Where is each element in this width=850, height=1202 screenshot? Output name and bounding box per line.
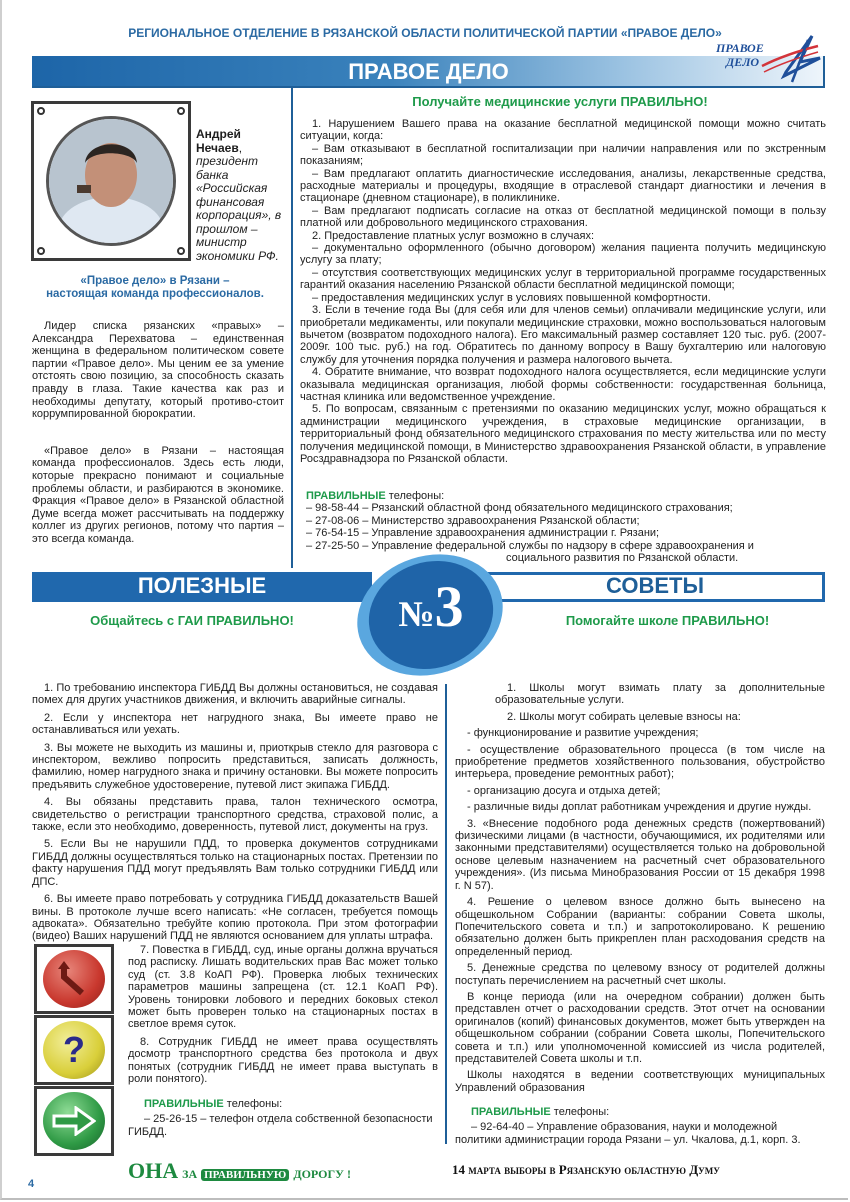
- left-text: [32, 320, 284, 546]
- school-item: 1. Школы могут взимать плату за дополнительные образовательные услуги.: [495, 682, 825, 707]
- portrait-frame: [31, 101, 191, 261]
- slogan: [128, 1158, 351, 1184]
- traffic-light-green: [34, 1086, 114, 1156]
- medical-item: – документально оформленного (обычно договором) желания пациента получить медицинскую услугу за плату;: [300, 242, 826, 267]
- school-item: Школы находятся в ведении соответствующих муниципальных Управлений образования: [455, 1069, 825, 1094]
- medical-item: – Вам отказывают в бесплатной госпитализации при наличии направления или по экстренным показаниям;: [300, 142, 826, 168]
- tips-title-left: ПОЛЕЗНЫЕ: [137, 573, 267, 598]
- medical-item: – отсутствия соответствующих медицинских услуг в территориальной программе государственных гарантий оказания населению Рязанской области бесплатной медицинской помощи;: [300, 266, 826, 292]
- phones-label: [455, 1106, 825, 1118]
- party-logo: [712, 32, 822, 88]
- phones-label-green: ПРАВИЛЬНЫЕ: [144, 1098, 224, 1110]
- traffic-light-yellow: [34, 1015, 114, 1085]
- phone-line: – 27-08-06 – Министерство здравоохранения Рязанской области;: [306, 514, 640, 527]
- gai-item: 2. Если у инспектора нет нагрудного знака, Вы имеете право не останавливаться или уехать.: [32, 711, 438, 737]
- phones-label-rest: телефоны:: [223, 1098, 283, 1110]
- question-icon: ?: [43, 1021, 105, 1079]
- slogan-word: ДОРОГУ !: [293, 1167, 351, 1181]
- school-item: - организацию досуга и отдыха детей;: [467, 784, 661, 797]
- left-subtitle-line: «Правое дело» в Рязани –: [80, 275, 230, 287]
- frame-corner: [177, 247, 185, 255]
- number-sign: №: [398, 594, 435, 634]
- issue-digit: 3: [434, 574, 464, 639]
- school-title: Помогайте школе ПРАВИЛЬНО!: [565, 613, 770, 628]
- gai-item: 4. Вы обязаны представить права, талон технического осмотра, свидетельство о регистрации транспортного средства, страховой полис, а также, если это необходимо, доверенность, путевой лист, документы на груз.: [32, 796, 438, 834]
- slogan-boxed: ПРАВИЛЬНУЮ: [201, 1169, 289, 1181]
- frame-corner: [177, 107, 185, 115]
- frame-corner: [37, 247, 45, 255]
- gai-title: Общайтесь с ГАИ ПРАВИЛЬНО!: [90, 613, 294, 628]
- gai-item: 8. Сотрудник ГИБДД не имеет права осуществлять досмотр транспортного средства без протокола и двух понятых (сотрудник ГИБДД не имеет права выступать в роли понятого).: [128, 1035, 438, 1086]
- medical-item: 3. Если в течение года Вы (для себя или для членов семьи) оплачивали медицинские услуги, или приобретали медикаменты, или покупали медицинские страховки, можно воспользоваться налоговым вычетом (возвратом подоходного налога). Его максимальный размер составляет 120 тыс. руб. (2007-2009г. 100 тыс. руб.) на год. Обратитесь по данному вопросу в Вашу бухгалтерию или налоговую службу для уточнения порядка получения и размера налогового вычета.: [300, 304, 826, 366]
- school-item: 3. «Внесение подобного рода денежных средств (пожертвований) физическими лицами (в частности, обучающимися, их родителями или законными представителями) осуществляется только на добровольной основе целевым назначением на расчетный счет образовательного учреждения». (Из письма Минобразования России от 15 декабря 1998 г. N 57).: [455, 817, 825, 892]
- phone-line: – 27-25-50 – Управление федеральной службы по надзору в сфере здравоохранения и: [306, 539, 754, 552]
- frame-corner: [37, 107, 45, 115]
- school-item: - функционирование и развитие учреждения;: [467, 727, 699, 740]
- gai-item: 1. По требованию инспектора ГИБДД Вы должны остановиться, не создавая помех для других участников движения, и включить аварийные сигналы.: [32, 682, 438, 707]
- gai-phones: [128, 1098, 438, 1138]
- medical-item: 4. Обратите внимание, что возврат подоходного налога осуществляется, если медицинские услуги оказывала медицинская организация, любой формы собственности: государственная больница, частная клиника или ведомственное учреждение.: [300, 366, 826, 403]
- left-subtitle-line: настоящая команда профессионалов.: [46, 288, 264, 300]
- medical-title: Получайте медицинские услуги ПРАВИЛЬНО!: [412, 94, 708, 109]
- school-item: В конце периода (или на очередном собрании) должен быть представлен отчет о расходовании средств. Этот отчет на основании оригиналов (копий) финансовых документов, может быть утвержден на общешкольном собрании (собрании Совета школы, Попечительского совета и т.п.) или уполномоченной комиссией из числа родителей, представителей Совета школы и т.п.: [455, 990, 825, 1065]
- medical-item: – Вам предлагают подписать согласие на отказ от бесплатной медицинской помощи в пользу платной или добровольного медицинского страхования.: [300, 204, 826, 230]
- phone-line: – 25-26-15 – телефон отдела собственной безопасности ГИБДД.: [128, 1113, 433, 1138]
- page-number: 4: [28, 1178, 35, 1190]
- gai-item: 7. Повестка в ГИБДД, суд, иные органы должна вручаться под расписку. Лишать водительских прав Вас может только суд (ст. 3.8 КоАП РФ). Проверка любых технических параметров машины запрещена (ст. 12.1 КоАП РФ). Уровень тонировки лобового и передних боковых стекол может быть проверен только на стационарных постах в светлое время суток.: [128, 944, 438, 1031]
- medical-item: 1. Нарушением Вашего права на оказание бесплатной медицинской помощи можно считать ситуации, когда:: [300, 118, 826, 143]
- logo-text-2: ДЕЛО: [726, 55, 760, 69]
- traffic-light-red: [34, 944, 114, 1014]
- phones-label: [128, 1098, 438, 1110]
- phone-line: – 98-58-44 – Рязанский областной фонд обязательного медицинского страхования;: [306, 502, 733, 515]
- medical-text: [300, 118, 826, 465]
- medical-phones: [306, 490, 826, 564]
- slogan-word: ЗА: [182, 1167, 198, 1181]
- star-logo-icon: [712, 32, 822, 88]
- phones-label: [306, 490, 826, 502]
- medical-item: 5. По вопросам, связанным с претензиями по оказанию медицинских услуг, можно обращаться к администрации медицинского учреждения, в страховые медицинские организации, в территориальный фонд обязательного медицинского страхования по месту жительства или по месту получения медицинской помощи, в Министерство здравоохранения Рязанской области, в управление Росздравнадзора по Рязанской области.: [300, 403, 826, 465]
- gai-item: 3. Вы можете не выходить из машины и, приоткрыв стекло для разговора с инспектором, вежливо попросить представиться, записать должность, фамилию, номер нагрудного знака и причину остановки. Вы можете попросить предъявить служебное удостоверение, путевой лист экипажа ГИБДД.: [32, 741, 438, 791]
- gai-item: 5. Если Вы не нарушили ПДД, то проверка документов сотрудниками ГИБДД должны осуществляться только на стационарных постах. Претензии по факту нарушения ПДД могут предъявлять Вам только сотрудники ГИБДД или ДПС.: [32, 838, 438, 888]
- band-title: ПРАВОЕ ДЕЛО: [348, 59, 509, 84]
- phone-line-cont: социального развития по Рязанской области.: [506, 552, 739, 565]
- left-subtitle: [20, 275, 290, 301]
- school-item: 2. Школы могут собирать целевые взносы на:: [507, 710, 741, 723]
- arrow-right-icon: [43, 1092, 105, 1150]
- tips-title-right: СОВЕТЫ: [606, 573, 704, 598]
- school-item: - различные виды доплат работникам учреждения и другие нужды.: [467, 801, 812, 814]
- phones-label-green: ПРАВИЛЬНЫЕ: [471, 1106, 551, 1118]
- phone-line: – 76-54-15 – Управление здравоохранения администрации г. Рязани;: [306, 527, 660, 540]
- portrait-caption: [196, 128, 288, 263]
- person-role: президент банка «Российская финансовая корпорация», в прошлом – министр экономики РФ.: [196, 154, 282, 263]
- school-phones: [455, 1106, 825, 1146]
- school-item: 5. Денежные средства по целевому взносу от родителей должны поступать перечислением на расчетный счет школы.: [455, 962, 825, 987]
- gai-text: [32, 682, 438, 943]
- school-text: [455, 682, 825, 1094]
- column-divider-top: [291, 88, 293, 568]
- phones-label-rest: телефоны:: [385, 490, 445, 502]
- org-header: РЕГИОНАЛЬНОЕ ОТДЕЛЕНИЕ В РЯЗАНСКОЙ ОБЛАСТИ ПОЛИТИЧЕСКОЙ ПАРТИИ «ПРАВОЕ ДЕЛО»: [128, 26, 722, 40]
- no-turn-icon: [43, 950, 105, 1008]
- phones-label-green: ПРАВИЛЬНЫЕ: [306, 490, 386, 502]
- medical-item: – предоставления медицинских услуг в условиях повышенной комфортности.: [312, 291, 711, 304]
- name-comma: ,: [238, 140, 243, 155]
- election-banner: 14 марта выборы в Рязанскую областную Думу: [452, 1162, 720, 1177]
- column-divider-bottom: [445, 684, 447, 1144]
- gai-item: 6. Вы имеете право потребовать у сотрудника ГИБДД доказательств Вашей вины. В протоколе лучше всего написать: «Не согласен, требуется помощь адвоката». Обязательно требуйте копию протокола. При этом фотографии (видео) Ваших нарушений ПДД не являются основанием для уплаты штрафа.: [32, 893, 438, 943]
- gai-text-side: [128, 944, 438, 1085]
- issue-number: [368, 574, 494, 639]
- phone-line: – 92-64-40 – Управление образования, науки и молодежной политики администрации города Рязани – ул. Чкалова, д.1, корп. 3.: [455, 1121, 801, 1146]
- slogan-big: ОНА: [128, 1158, 179, 1183]
- school-item: 4. Решение о целевом взносе должно быть вынесено на общешкольном Собрании (варианты: собрании Совета школы, Попечительского совета и т.п.) и запротоколировано. К решению обязательно должен быть прикреплен план расходования средств на определенный период.: [455, 896, 825, 958]
- portrait-photo: [46, 116, 176, 246]
- logo-text-1: ПРАВОЕ: [716, 41, 764, 55]
- person-name: Андрей Нечаев: [196, 127, 241, 155]
- left-paragraph: «Правое дело» в Рязани – настоящая команда профессионалов. Здесь есть люди, которые прекрасно понимают и социальные проблемы области, и разбираются в экономике. Фракция «Правое дело» в Рязанской областной Думе всегда может рассчитывать на поддержку коллег из других регионов, потому что партия – это всегда команда.: [32, 444, 284, 545]
- school-item: - осуществление образовательного процесса (в том числе на приобретение предметов хозяйственного пользования, обустройство интерьера, проведение ремонтных работ);: [455, 743, 825, 781]
- medical-item: – Вам предлагают оплатить диагностические исследования, анализы, лекарственные средства, расходные материалы и процедуры, входящие в отраслевой стандарт диагностики и лечения в стационаре (дневном стационаре), в поликлинике.: [300, 167, 826, 205]
- medical-item: 2. Предоставление платных услуг возможно в случаях:: [312, 229, 595, 242]
- left-paragraph: Лидер списка рязанских «правых» – Александра Перехватова – единственная женщина в федеральном политическом совете партии «Правое дело». Мы ценим ее за умение отстоять свою позицию, за способность сказать правду в глаза. Такие качества как раз и необходимы депутату, который противо-стоит коррумпированной бюрократии.: [32, 320, 284, 421]
- phones-label-rest: телефоны:: [550, 1106, 610, 1118]
